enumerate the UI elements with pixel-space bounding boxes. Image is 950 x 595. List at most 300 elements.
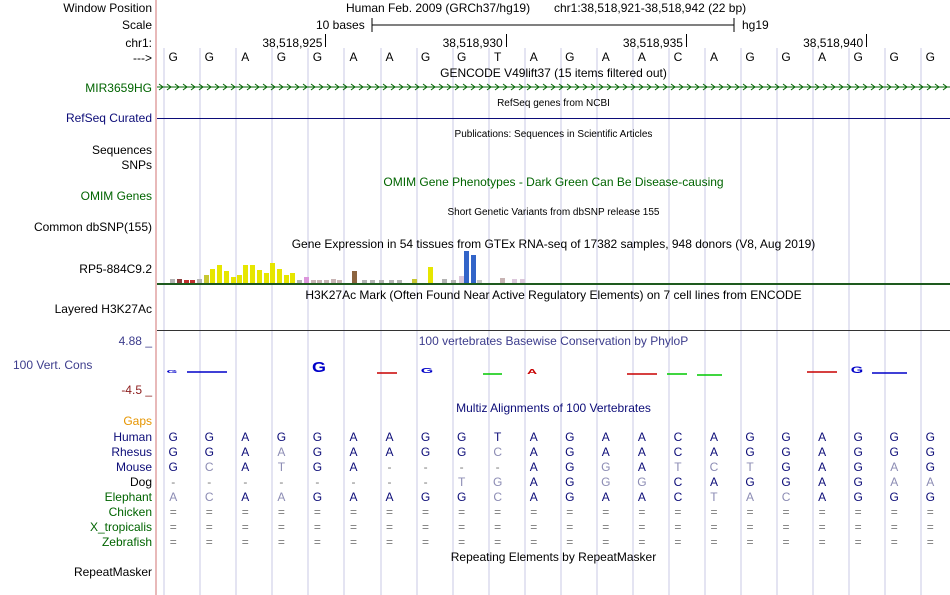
alignment-base: A (818, 460, 827, 474)
gtex-tissue-bar (290, 273, 295, 283)
alignment-base: C (204, 460, 214, 474)
alignment-base: = (566, 505, 574, 519)
label-cons-max: 4.88 _ (118, 334, 152, 348)
alignment-base: A (241, 460, 250, 474)
alignment-base: A (818, 475, 827, 489)
alignment-base: - (387, 475, 392, 489)
alignment-base: C (673, 445, 683, 459)
alignment-base: A (241, 490, 250, 504)
alignment-base: G (565, 460, 575, 474)
label-cons-min: -4.5 _ (121, 383, 152, 397)
alignment-base: G (312, 430, 323, 444)
gtex-tissue-bar (224, 271, 229, 283)
assembly-title: Human Feb. 2009 (GRCh37/hg19) (346, 1, 531, 15)
gtex-tissue-bar (177, 279, 182, 283)
reference-base: G (889, 50, 899, 64)
reference-base: G (853, 50, 863, 64)
alignment-base: - (387, 460, 392, 474)
phylop-conservation-logo[interactable] (157, 352, 950, 392)
gtex-tissue-bar (379, 280, 384, 283)
alignment-base: C (673, 490, 683, 504)
label-rp5-884c9-2[interactable]: RP5-884C9.2 (79, 262, 152, 276)
alignment-base: = (926, 505, 934, 519)
alignment-base: A (529, 475, 538, 489)
reference-base: G (204, 50, 214, 64)
reference-base: G (312, 50, 323, 64)
alignment-base: = (818, 505, 826, 519)
cons-letter-g: G (312, 359, 326, 376)
alignment-base: = (494, 535, 502, 549)
gtex-tissue-bar (442, 279, 447, 283)
reference-base: A (241, 50, 250, 64)
reference-base: G (456, 50, 467, 64)
reference-base: G (925, 50, 935, 64)
alignment-base: = (422, 505, 430, 519)
alignment-base: = (674, 535, 682, 549)
alignment-base: A (349, 445, 358, 459)
alignment-base: A (601, 430, 610, 444)
alignment-base: = (926, 535, 934, 549)
ruler-tick-mark (325, 34, 326, 47)
alignment-base: C (493, 445, 502, 459)
alignment-base: G (312, 445, 323, 459)
alignment-base: C (781, 490, 791, 504)
alignment-base: = (386, 505, 394, 519)
alignment-base: G (276, 430, 287, 444)
alignment-base: - (423, 460, 428, 474)
alignment-base: G (420, 430, 431, 444)
alignment-base: = (782, 505, 790, 519)
gtex-track-title[interactable]: Gene Expression in 54 tissues from GTEx RNA-seq of 17382 samples, 948 donors (V8, Aug 2019) (291, 237, 816, 251)
species-label[interactable]: Mouse (115, 460, 152, 474)
alignment-base: G (745, 445, 755, 459)
phylop-track-title[interactable]: 100 vertebrates Basewise Conservation by PhyloP (418, 334, 689, 348)
alignment-base: A (601, 445, 610, 459)
alignment-base: = (313, 505, 321, 519)
label-sequences[interactable]: Sequences (91, 143, 152, 157)
alignment-base: = (349, 520, 357, 534)
refseq-gene-line[interactable] (157, 118, 950, 119)
alignment-base: G (312, 460, 323, 474)
h3k27ac-signal[interactable] (157, 330, 950, 331)
alignment-base: A (349, 490, 358, 504)
alignment-base: = (386, 535, 394, 549)
alignment-base: A (169, 490, 178, 504)
alignment-base: A (709, 475, 718, 489)
alignment-base: = (422, 535, 430, 549)
alignment-base: A (746, 490, 755, 504)
alignment-base: G (745, 430, 755, 444)
alignment-base: A (529, 445, 538, 459)
gtex-tissue-bar (428, 267, 433, 283)
alignment-base: = (710, 520, 718, 534)
alignment-base: G (204, 430, 214, 444)
cons-letter-g: G (166, 369, 178, 375)
gtex-tissue-bar (243, 265, 248, 283)
label-omim-genes[interactable]: OMIM Genes (80, 189, 152, 203)
alignment-base: G (601, 460, 611, 474)
alignment-base: = (241, 520, 249, 534)
alignment-base: G (889, 445, 899, 459)
alignment-base: A (709, 430, 718, 444)
multiz-track-title[interactable]: Multiz Alignments of 100 Vertebrates (456, 401, 651, 415)
label-100-vert-cons[interactable]: 100 Vert. Cons (13, 358, 93, 372)
gtex-tissue-bar (397, 280, 402, 283)
alignment-base: G (853, 490, 863, 504)
alignment-base: G (565, 475, 575, 489)
alignment-base: A (241, 430, 250, 444)
alignment-base: G (781, 430, 791, 444)
reference-base: T (494, 50, 502, 64)
alignment-base: = (854, 505, 862, 519)
alignment-base: = (890, 520, 898, 534)
scale-text: 10 bases (316, 18, 365, 32)
gtex-tissue-bar (257, 270, 262, 283)
scale-bar (370, 15, 740, 35)
ruler-tick-mark (866, 34, 867, 47)
alignment-base: = (782, 535, 790, 549)
alignment-base: A (277, 490, 286, 504)
alignment-base: G (456, 445, 467, 459)
reference-base: A (818, 50, 827, 64)
alignment-base: A (601, 490, 610, 504)
gtex-tissue-bar (210, 269, 215, 283)
alignment-base: T (494, 430, 502, 444)
alignment-base: G (853, 430, 863, 444)
cons-letter-g: G (420, 366, 434, 375)
repeatmasker-track-title[interactable]: Repeating Elements by RepeatMasker (450, 550, 657, 564)
alignment-base: A (529, 490, 538, 504)
alignment-base: = (566, 520, 574, 534)
alignment-base: = (241, 505, 249, 519)
alignment-base: G (745, 475, 755, 489)
alignment-base: G (781, 460, 791, 474)
alignment-base: A (349, 460, 358, 474)
alignment-base: = (458, 535, 466, 549)
alignment-base: G (420, 445, 431, 459)
alignment-base: G (889, 490, 899, 504)
gtex-tissue-bar (471, 255, 476, 283)
reference-base: A (529, 50, 538, 64)
alignment-base: - (279, 475, 284, 489)
alignment-base: G (456, 490, 467, 504)
reference-base: G (745, 50, 755, 64)
alignment-base: A (385, 430, 394, 444)
label-gaps[interactable]: Gaps (123, 414, 152, 428)
label-snps[interactable]: SNPs (121, 158, 152, 172)
alignment-base: C (493, 490, 502, 504)
alignment-base: C (204, 490, 214, 504)
gtex-tissue-bar (297, 280, 302, 283)
species-label[interactable]: Rhesus (111, 445, 152, 459)
gtex-tissue-bar (389, 280, 394, 283)
alignment-base: G (565, 490, 575, 504)
gtex-tissue-bar (317, 280, 322, 283)
gtex-tissue-bar (190, 280, 195, 283)
alignment-base: G (456, 430, 467, 444)
alignment-base: - (495, 460, 500, 474)
alignment-base: A (637, 490, 646, 504)
gtex-tissue-bar (412, 279, 417, 283)
gtex-tissue-bar (237, 275, 242, 283)
alignment-base: = (890, 505, 898, 519)
gtex-tissue-bar (459, 276, 464, 283)
alignment-base: A (709, 445, 718, 459)
ruler-tick-label: 38,518,935 (622, 36, 683, 50)
reference-base: G (276, 50, 287, 64)
alignment-base: = (205, 535, 213, 549)
alignment-base: = (458, 505, 466, 519)
alignment-base: A (637, 460, 646, 474)
alignment-base: T (674, 460, 682, 474)
alignment-base: = (205, 505, 213, 519)
alignment-base: T (457, 475, 466, 489)
alignment-base: C (673, 475, 683, 489)
alignment-base: A (385, 445, 394, 459)
publications-track-title[interactable]: Publications: Sequences in Scientific Articles (454, 129, 653, 140)
label-layered-h3k27ac[interactable]: Layered H3K27Ac (54, 302, 152, 316)
reference-base: A (709, 50, 718, 64)
gtex-tissue-bar (184, 280, 189, 283)
reference-base: A (601, 50, 610, 64)
alignment-base: G (493, 475, 503, 489)
alignment-base: A (529, 460, 538, 474)
species-label[interactable]: Human (113, 430, 152, 444)
alignment-base: = (818, 520, 826, 534)
label-refseq-curated[interactable]: RefSeq Curated (65, 111, 152, 125)
label-repeatmasker[interactable]: RepeatMasker (73, 565, 152, 579)
alignment-base: = (205, 520, 213, 534)
ruler-tick-mark (506, 34, 507, 47)
alignment-base: - (351, 475, 356, 489)
gtex-tissue-bar (362, 280, 367, 283)
gtex-tissue-bar (170, 279, 175, 283)
gtex-tissue-bar (370, 280, 375, 283)
alignment-base: C (709, 460, 719, 474)
alignment-base: = (169, 520, 177, 534)
alignment-base: = (458, 520, 466, 534)
alignment-base: = (890, 535, 898, 549)
alignment-base: A (349, 430, 358, 444)
scale-db: hg19 (742, 18, 769, 32)
alignment-base: G (925, 445, 935, 459)
gtex-tissue-bar (451, 280, 456, 283)
ruler-tick-mark (686, 34, 687, 47)
alignment-base: - (423, 475, 428, 489)
alignment-base: = (746, 520, 754, 534)
alignment-base: - (243, 475, 248, 489)
cons-letter-g: G (850, 364, 864, 376)
alignment-base: = (349, 505, 357, 519)
alignment-base: A (818, 445, 827, 459)
alignment-base: A (637, 430, 646, 444)
alignment-base: G (312, 490, 323, 504)
alignment-base: C (673, 430, 683, 444)
gtex-tissue-bar (304, 277, 309, 283)
alignment-base: T (277, 460, 286, 474)
reference-base: G (420, 50, 431, 64)
alignment-base: A (529, 430, 538, 444)
reference-base: A (385, 50, 394, 64)
gtex-expression-bars[interactable] (157, 250, 950, 286)
gtex-baseline (157, 283, 950, 285)
alignment-base: = (674, 505, 682, 519)
alignment-base: = (241, 535, 249, 549)
alignment-base: = (386, 520, 394, 534)
alignment-base: = (530, 520, 538, 534)
alignment-base: = (638, 520, 646, 534)
alignment-base: A (890, 475, 899, 489)
ruler-tick-label: 38,518,925 (262, 36, 323, 50)
alignment-base: G (601, 475, 611, 489)
alignment-base: G (420, 490, 431, 504)
alignment-base: - (315, 475, 320, 489)
alignment-base: = (746, 535, 754, 549)
alignment-base: G (168, 460, 178, 474)
alignment-base: G (204, 445, 214, 459)
position-readout: chr1:38,518,921-38,518,942 (22 bp) (554, 1, 747, 15)
ruler-tick-label: 38,518,930 (442, 36, 503, 50)
reference-base: G (168, 50, 178, 64)
alignment-base: A (890, 460, 899, 474)
label-window-position: Window Position (63, 1, 152, 15)
alignment-base: = (746, 505, 754, 519)
gtex-tissue-bar (352, 271, 357, 283)
alignment-base: G (853, 475, 863, 489)
reference-base: A (349, 50, 358, 64)
alignment-base: = (854, 535, 862, 549)
alignment-base: - (459, 460, 464, 474)
alignment-base: A (637, 445, 646, 459)
alignment-base: = (313, 535, 321, 549)
refseq-track-title[interactable]: RefSeq genes from NCBI (497, 98, 610, 109)
alignment-base: G (853, 460, 863, 474)
alignment-base: = (818, 535, 826, 549)
gtex-tissue-bar (311, 280, 316, 283)
alignment-base: - (207, 475, 212, 489)
alignment-base: = (277, 535, 285, 549)
alignment-base: = (710, 505, 718, 519)
alignment-base: = (422, 520, 430, 534)
alignment-base: G (925, 430, 935, 444)
gtex-tissue-bar (204, 275, 209, 283)
alignment-base: G (168, 445, 178, 459)
label-mir3659hg[interactable]: MIR3659HG (85, 81, 152, 95)
alignment-base: A (241, 445, 250, 459)
alignment-base: = (674, 520, 682, 534)
gtex-tissue-bar (512, 279, 517, 283)
species-label[interactable]: X_tropicalis (89, 520, 152, 534)
gtex-tissue-bar (331, 279, 336, 283)
alignment-base: = (349, 535, 357, 549)
gtex-tissue-bar (231, 277, 236, 283)
reference-base: A (637, 50, 646, 64)
dbsnp-track-title[interactable]: Short Genetic Variants from dbSNP release 155 (447, 207, 660, 218)
alignment-base: G (781, 475, 791, 489)
alignment-base: = (566, 535, 574, 549)
alignment-base: G (168, 430, 178, 444)
label-common-dbsnp[interactable]: Common dbSNP(155) (33, 220, 152, 234)
species-label[interactable]: Dog (129, 475, 152, 489)
alignment-base: G (925, 460, 935, 474)
alignment-base: = (602, 505, 610, 519)
label-chr: chr1: (125, 36, 152, 50)
alignment-base: = (854, 520, 862, 534)
alignment-base: T (710, 490, 718, 504)
alignment-base: - (171, 475, 176, 489)
species-label[interactable]: Elephant (104, 490, 152, 504)
alignment-base: G (925, 490, 935, 504)
species-label[interactable]: Zebrafish (101, 535, 152, 549)
gtex-tissue-bar (520, 279, 525, 283)
alignment-base: = (710, 535, 718, 549)
alignment-base: = (782, 520, 790, 534)
label-strand-arrow: ---> (133, 51, 152, 65)
alignment-base: G (781, 445, 791, 459)
alignment-base: A (818, 430, 827, 444)
species-label[interactable]: Chicken (108, 505, 152, 519)
gencode-track-title[interactable]: GENCODE V49lift37 (15 items filtered out) (440, 66, 667, 80)
omim-track-title[interactable]: OMIM Gene Phenotypes - Dark Green Can Be Disease-causing (383, 175, 724, 189)
alignment-base: = (494, 520, 502, 534)
gtex-tissue-bar (324, 280, 329, 283)
reference-base: C (673, 50, 683, 64)
gtex-tissue-bar (500, 278, 505, 283)
alignment-base: A (818, 490, 827, 504)
gtex-tissue-bar (217, 265, 222, 283)
gtex-tissue-bar (250, 265, 255, 283)
alignment-base: A (277, 445, 286, 459)
gtex-tissue-bar (477, 280, 482, 283)
alignment-base: = (277, 505, 285, 519)
alignment-base: = (530, 505, 538, 519)
alignment-base: = (169, 505, 177, 519)
alignment-base: = (494, 505, 502, 519)
alignment-base: A (385, 490, 394, 504)
gtex-tissue-bar (337, 280, 342, 283)
alignment-base: = (638, 535, 646, 549)
h3k27ac-track-title[interactable]: H3K27Ac Mark (Often Found Near Active Regulatory Elements) on 7 cell lines from ENCODE (305, 288, 802, 302)
alignment-base: G (637, 475, 647, 489)
alignment-base: = (530, 535, 538, 549)
label-scale: Scale (121, 18, 152, 32)
cons-letter-a: A (526, 368, 538, 376)
gtex-tissue-bar (270, 263, 275, 283)
gtex-tissue-bar (197, 279, 202, 283)
alignment-base: T (746, 460, 754, 474)
alignment-base: G (565, 445, 575, 459)
alignment-base: G (889, 430, 899, 444)
alignment-base: G (853, 445, 863, 459)
alignment-base: G (565, 430, 575, 444)
alignment-base: = (602, 535, 610, 549)
reference-base: G (565, 50, 575, 64)
gtex-tissue-bar (277, 269, 282, 283)
gtex-tissue-bar (284, 275, 289, 283)
alignment-base: = (638, 505, 646, 519)
gtex-tissue-bar (464, 251, 469, 283)
reference-base: G (781, 50, 791, 64)
alignment-base: = (313, 520, 321, 534)
gtex-tissue-bar (264, 273, 269, 283)
alignment-base: = (602, 520, 610, 534)
ruler-tick-label: 38,518,940 (803, 36, 864, 50)
mir3659hg-gene[interactable] (157, 80, 950, 94)
alignment-base: = (926, 520, 934, 534)
alignment-base: = (277, 520, 285, 534)
alignment-base: = (169, 535, 177, 549)
alignment-base: A (926, 475, 935, 489)
